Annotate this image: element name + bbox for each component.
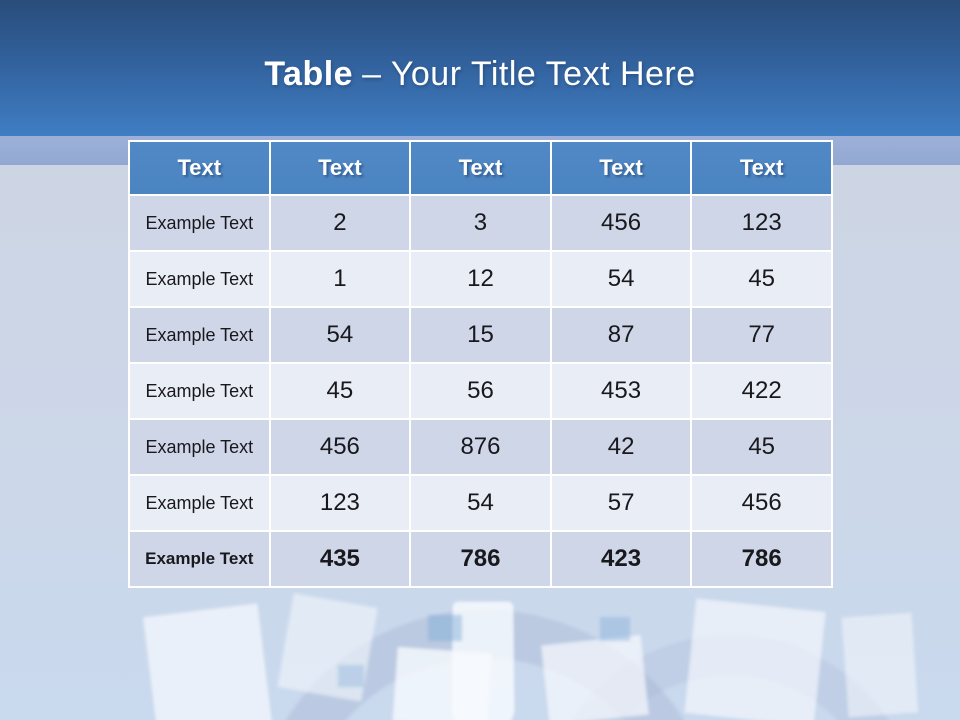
- table-header-row: [129, 141, 832, 195]
- page-title-bold: Table: [264, 54, 354, 93]
- table-cell: 45: [270, 363, 411, 419]
- table-row: [129, 363, 832, 419]
- table-cell: 435: [270, 531, 411, 587]
- column-header: Text: [270, 141, 411, 195]
- table-cell: 45: [691, 251, 832, 307]
- table-header: [129, 141, 832, 195]
- table-cell: 56: [410, 363, 551, 419]
- table-row: [129, 475, 832, 531]
- table-cell: 12: [410, 251, 551, 307]
- row-label-cell: Example Text: [129, 363, 270, 419]
- column-header: Text: [691, 141, 832, 195]
- table-cell: 786: [410, 531, 551, 587]
- table-cell: 786: [691, 531, 832, 587]
- table-row: [129, 531, 832, 587]
- title-banner: [0, 0, 960, 136]
- row-label-cell: Example Text: [129, 195, 270, 251]
- table-cell: 57: [551, 475, 692, 531]
- table-cell: 2: [270, 195, 411, 251]
- table-cell: 54: [270, 307, 411, 363]
- table-row: [129, 251, 832, 307]
- table-cell: 42: [551, 419, 692, 475]
- row-label-cell: Example Text: [129, 419, 270, 475]
- table-cell: 876: [410, 419, 551, 475]
- table-cell: 87: [551, 307, 692, 363]
- table-row: [129, 307, 832, 363]
- table-cell: 422: [691, 363, 832, 419]
- column-header: Text: [129, 141, 270, 195]
- table-cell: 123: [691, 195, 832, 251]
- data-table: [128, 140, 833, 588]
- table-cell: 54: [410, 475, 551, 531]
- table-row: [129, 195, 832, 251]
- row-label-cell: Example Text: [129, 251, 270, 307]
- column-header: Text: [410, 141, 551, 195]
- table-cell: 54: [551, 251, 692, 307]
- table-cell: 456: [551, 195, 692, 251]
- table-cell: 45: [691, 419, 832, 475]
- page-title-regular: – Your Title Text Here: [362, 54, 696, 93]
- table-cell: 423: [551, 531, 692, 587]
- table-cell: 456: [270, 419, 411, 475]
- column-header: Text: [551, 141, 692, 195]
- table-cell: 456: [691, 475, 832, 531]
- table-cell: 123: [270, 475, 411, 531]
- table-body: [129, 195, 832, 587]
- row-label-cell: Example Text: [129, 531, 270, 587]
- table-cell: 3: [410, 195, 551, 251]
- table-cell: 77: [691, 307, 832, 363]
- row-label-cell: Example Text: [129, 475, 270, 531]
- table-cell: 15: [410, 307, 551, 363]
- table-row: [129, 419, 832, 475]
- table-cell: 453: [551, 363, 692, 419]
- page-title: [264, 55, 695, 94]
- row-label-cell: Example Text: [129, 307, 270, 363]
- table-cell: 1: [270, 251, 411, 307]
